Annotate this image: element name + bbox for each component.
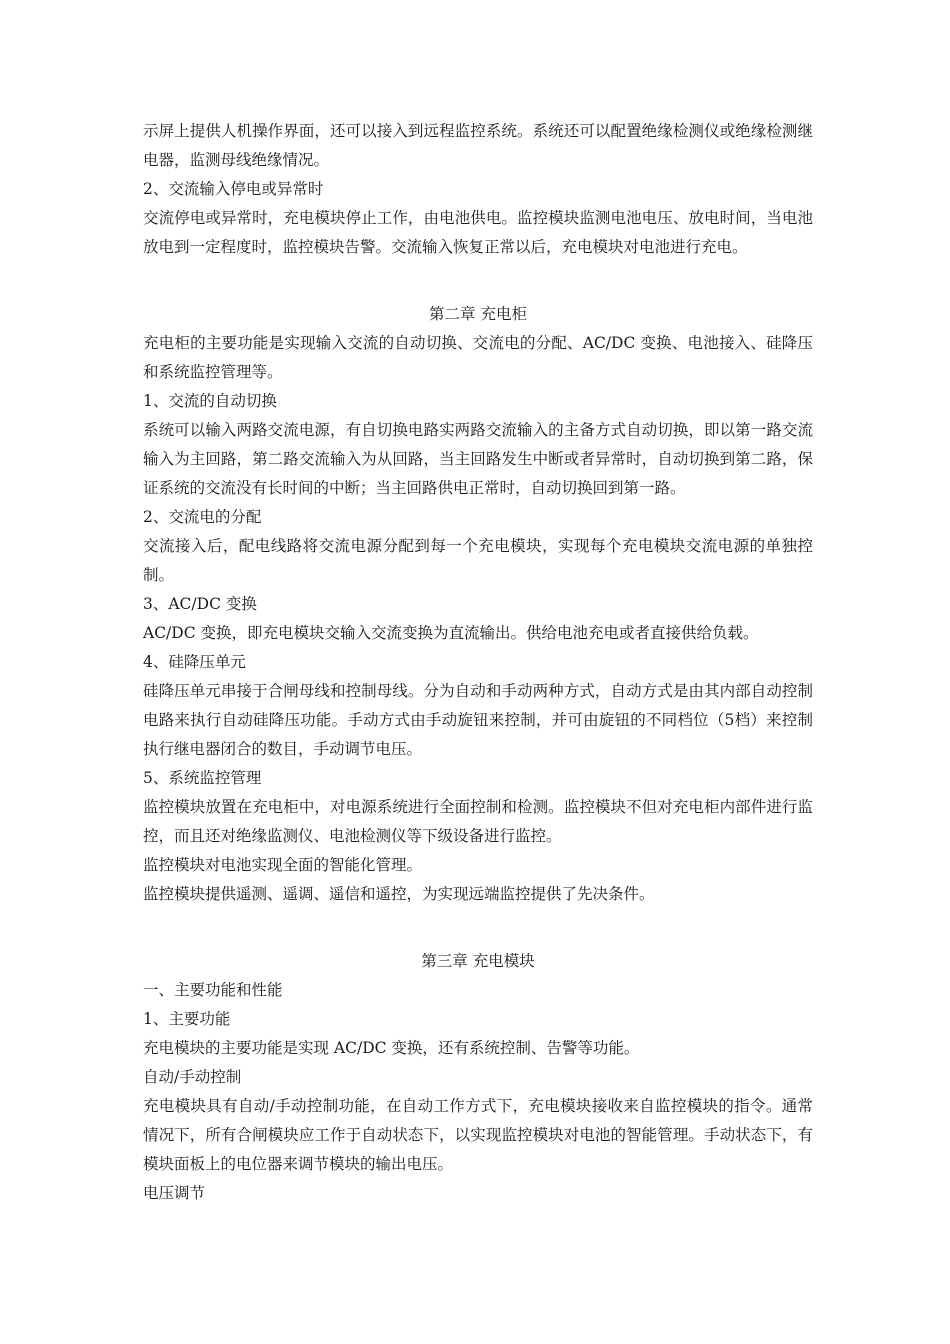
paragraph-cabinet-functions: 充电柜的主要功能是实现输入交流的自动切换、交流电的分配、AC/DC 变换、电池接入、硅降压和系统监控管理等。 (143, 334, 813, 381)
heading-ac-auto-switch: 1、交流的自动切换 (143, 392, 277, 410)
heading-voltage-regulation: 电压调节 (143, 1184, 206, 1202)
heading-main-functions-performance: 一、主要功能和性能 (143, 981, 283, 999)
paragraph-monitor-display: 示屏上提供人机操作界面，还可以接入到远程监控系统。系统还可以配置绝缘检测仪或绝缘检测继电器，监测母线绝缘情况。 (143, 122, 813, 169)
heading-system-monitoring: 5、系统监控管理 (143, 769, 262, 787)
heading-auto-manual-control: 自动/手动控制 (143, 1068, 242, 1086)
paragraph-ac-distribution: 交流接入后，配电线路将交流电源分配到每一个充电模块，实现每个充电模块交流电源的单独控制。 (143, 537, 813, 584)
chapter-2-title: 第二章 充电柜 (429, 305, 527, 323)
heading-ac-distribution: 2、交流电的分配 (143, 508, 262, 526)
heading-main-functions: 1、主要功能 (143, 1010, 231, 1028)
document-page (143, 117, 813, 1208)
paragraph-acdc-conversion: AC/DC 变换，即充电模块交输入交流变换为直流输出。供给电池充电或者直接供给负载。 (143, 624, 759, 642)
paragraph-auto-manual-control: 充电模块具有自动/手动控制功能，在自动工作方式下，充电模块接收来自监控模块的指令。通常情况下，所有合闸模块应工作于自动状态下，以实现监控模块对电池的智能管理。手动状态下，有模块面板上的电位器来调节模块的输出电压。 (143, 1097, 813, 1173)
section-spacer (143, 262, 813, 300)
paragraph-module-functions: 充电模块的主要功能是实现 AC/DC 变换，还有系统控制、告警等功能。 (143, 1039, 640, 1057)
section-spacer (143, 909, 813, 947)
paragraph-silicon-step-down: 硅降压单元串接于合闸母线和控制母线。分为自动和手动两种方式，自动方式是由其内部自动控制电路来执行自动硅降压功能。手动方式由手动旋钮来控制，并可由旋钮的不同档位（5档）来控制执行继电器闭合的数目，手动调节电压。 (143, 682, 813, 758)
paragraph-battery-management: 监控模块对电池实现全面的智能化管理。 (143, 856, 423, 874)
heading-acdc-conversion: 3、AC/DC 变换 (143, 595, 257, 613)
heading-ac-input-failure: 2、交流输入停电或异常时 (143, 180, 324, 198)
chapter-3-title: 第三章 充电模块 (421, 952, 535, 970)
paragraph-ac-failure: 交流停电或异常时，充电模块停止工作，由电池供电。监控模块监测电池电压、放电时间，当电池放电到一定程度时，监控模块告警。交流输入恢复正常以后，充电模块对电池进行充电。 (143, 209, 813, 256)
paragraph-ac-auto-switch: 系统可以输入两路交流电源，有自切换电路实两路交流输入的主备方式自动切换，即以第一路交流输入为主回路，第二路交流输入为从回路，当主回路发生中断或者异常时，自动切换到第二路，保证系统的交流没有长时间的中断；当主回路供电正常时，自动切换回到第一路。 (143, 421, 813, 497)
paragraph-remote-functions: 监控模块提供遥测、遥调、遥信和遥控，为实现远端监控提供了先决条件。 (143, 885, 655, 903)
paragraph-system-monitoring: 监控模块放置在充电柜中，对电源系统进行全面控制和检测。监控模块不但对充电柜内部件进行监控，而且还对绝缘监测仪、电池检测仪等下级设备进行监控。 (143, 798, 813, 845)
heading-silicon-step-down: 4、硅降压单元 (143, 653, 246, 671)
